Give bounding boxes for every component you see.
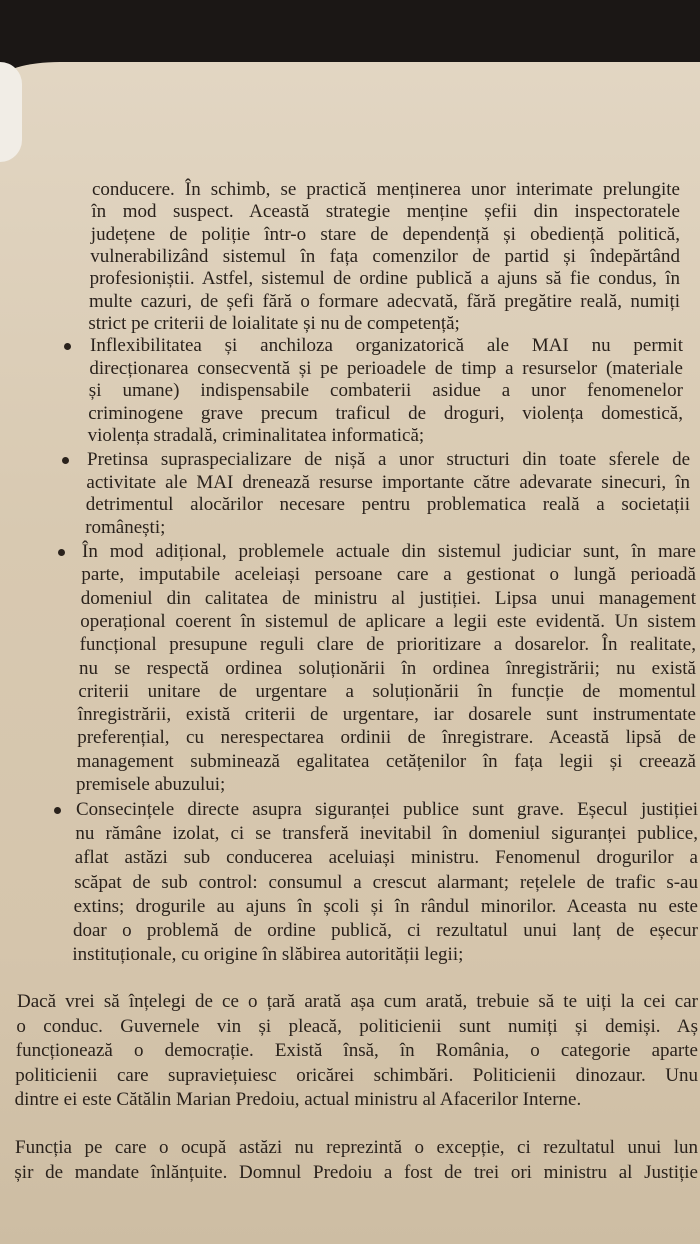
- text-line: extins; drogurile au ajuns în școli și în rândul minorilor. Aceasta nu este: [73, 895, 698, 917]
- text-line: în mod suspect. Această strategie menține șefii din inspectoratele: [91, 201, 680, 223]
- text-line: scăpat de sub control: consumul a crescut alarmant; rețelele de trafic s-au: [74, 871, 698, 893]
- text-line: preferențial, cu nerespectarea ordinii de înregistrare. Această lipsă de: [77, 727, 696, 749]
- text-line: În mod adițional, problemele actuale din sistemul judiciar sunt, în mare: [82, 541, 696, 562]
- text-line: conducere. În schimb, se practică menținerea unor interimate prelungite: [92, 179, 680, 200]
- page-curl: [0, 62, 22, 162]
- text-line: premisele abuzului;: [76, 774, 226, 795]
- text-line: Funcția pe care o ocupă astăzi nu reprezintă o excepție, ci rezultatul unui lun: [15, 1137, 698, 1158]
- text-line: funcționează o democrație. Există însă, în România, o categorie aparte: [15, 1040, 698, 1061]
- bullet-icon: [54, 807, 61, 814]
- text-line: șir de mandate înlănțuite. Domnul Predoiu a fost de trei ori ministru al Justiție: [14, 1161, 698, 1183]
- text-line: o conduc. Guvernele vin și pleacă, politicienii sunt numiți și demiși. Aș: [16, 1015, 698, 1037]
- bullet-icon: [64, 343, 71, 350]
- text-line: Pretinsa supraspecializare de nișă a unor structuri din toate sferele de: [87, 449, 690, 470]
- text-line: vulnerabilizând sistemul în fața comenzilor de partid și îndepărtând: [90, 245, 680, 267]
- text-line: politicienii care supraviețuiesc oricărei schimbări. Politicienii dinozaur. Unu: [15, 1064, 698, 1086]
- text-line: multe cazuri, de șefi fără o formare adecvată, fără pregătire reală, numiți: [89, 290, 680, 312]
- text-line: și umane) indispensabile combaterii asidue a unor fenomenelor: [88, 380, 683, 401]
- text-line: funcțional presupune reguli clare de prioritizare a dosarelor. În realitate,: [79, 634, 696, 656]
- text-line: nu se respectă ordinea soluționării în ordinea înregistrării; nu există: [79, 657, 696, 679]
- text-line: doar o problemă de ordine publică, ci rezultatul unui lanț de eșecur: [73, 920, 698, 941]
- text-line: nu rămâne izolat, ci se transferă inevitabil în domeniul siguranței publice,: [75, 823, 698, 845]
- text-line: aflat astăzi sub conducerea aceluiași ministru. Fenomenul drogurilor a: [74, 847, 698, 869]
- text-line: violența stradală, criminalitatea informatică;: [87, 425, 425, 446]
- text-line: criterii unitare de urgentare a soluționării în funcție de momentul: [78, 680, 696, 702]
- bullet-icon: [62, 457, 69, 464]
- text-line: Dacă vrei să înțelegi de ce o țară arată așa cum arată, trebuie să te uiți la cei car: [17, 991, 698, 1012]
- text-line: județene de poliție într-o stare de dependență și obediență politică,: [90, 223, 680, 245]
- text-line: românești;: [85, 516, 166, 538]
- text-line: operațional coerent în sistemul de aplicare a legii este evidentă. Un sistem: [80, 610, 696, 632]
- text-line: Consecințele directe asupra siguranței publice sunt grave. Eșecul justiției: [76, 799, 698, 820]
- text-line: profesioniștii. Astfel, sistemul de ordine publică a ajuns să fie condus, în: [89, 268, 680, 290]
- text-line: parte, imputabile aceleiași persoane care a gestionat o lungă perioadă: [81, 564, 696, 586]
- bullet-icon: [58, 549, 65, 556]
- text-line: Inflexibilitatea și anchiloza organizatorică ale MAI nu permit: [90, 335, 683, 356]
- text-line: management subminează egalitatea cetățenilor în fața legii și creează: [76, 750, 696, 772]
- text-line: înregistrării, există criterii de urgentare, iar dosarele sunt instrumentate: [77, 704, 696, 726]
- text-line: domeniul din calitatea de ministru al justiției. Lipsa unui management: [80, 587, 696, 609]
- text-line: direcționarea consecventă și pe perioadele de timp a resurselor (materiale: [89, 357, 683, 379]
- text-line: dintre ei este Cătălin Marian Predoiu, actual ministru al Afacerilor Interne.: [14, 1089, 582, 1110]
- text-line: detrimentul alocărilor necesare pentru problematica reală a societații: [85, 494, 690, 515]
- text-line: criminogene grave precum traficul de droguri, violența domestică,: [88, 402, 683, 424]
- text-line: strict pe criterii de loialitate și nu de competență;: [88, 312, 460, 334]
- text-line: activitate ale MAI drenează resurse importante către adevarate sinecuri, în: [86, 471, 690, 493]
- text-line: instituționale, cu origine în slăbirea autorității legii;: [72, 944, 464, 966]
